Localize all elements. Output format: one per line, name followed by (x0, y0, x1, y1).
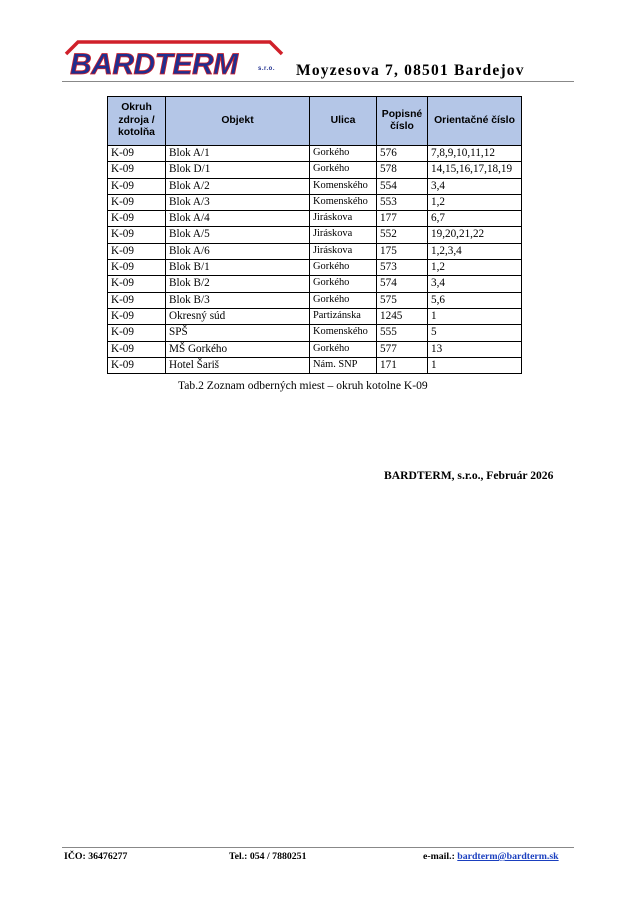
cell-popisne: 553 (377, 194, 428, 210)
cell-objekt: Blok A/1 (166, 146, 310, 162)
cell-ulica: Jiráskova (310, 227, 377, 243)
footer-email-link[interactable]: bardterm@bardterm.sk (457, 851, 559, 862)
cell-objekt: Blok A/2 (166, 178, 310, 194)
table-row (108, 227, 522, 243)
logo-suffix: s.r.o. (258, 66, 276, 72)
cell-popisne: 177 (377, 211, 428, 227)
company-address: Moyzesova 7, 08501 Bardejov (296, 62, 525, 79)
cell-popisne: 578 (377, 162, 428, 178)
table-row (108, 357, 522, 373)
table-row (108, 162, 522, 178)
cell-ulica: Nám. SNP (310, 357, 377, 373)
cell-ulica: Gorkého (310, 276, 377, 292)
cell-okruh: K-09 (108, 146, 166, 162)
cell-orientacne: 5,6 (428, 292, 522, 308)
cell-okruh: K-09 (108, 178, 166, 194)
cell-orientacne: 7,8,9,10,11,12 (428, 146, 522, 162)
cell-okruh: K-09 (108, 276, 166, 292)
cell-okruh: K-09 (108, 211, 166, 227)
cell-okruh: K-09 (108, 325, 166, 341)
cell-okruh: K-09 (108, 162, 166, 178)
cell-popisne: 555 (377, 325, 428, 341)
cell-okruh: K-09 (108, 243, 166, 259)
table-row (108, 276, 522, 292)
cell-objekt: Okresný súd (166, 308, 310, 324)
cell-okruh: K-09 (108, 308, 166, 324)
header-orientacne: Orientačné číslo (428, 97, 522, 146)
logo-wordmark: BARDTERM (70, 48, 238, 78)
cell-objekt: Blok D/1 (166, 162, 310, 178)
table-row (108, 194, 522, 210)
cell-objekt: Blok B/2 (166, 276, 310, 292)
table-row (108, 308, 522, 324)
cell-popisne: 554 (377, 178, 428, 194)
header-divider (62, 81, 574, 82)
cell-popisne: 575 (377, 292, 428, 308)
cell-ulica: Gorkého (310, 292, 377, 308)
table-row (108, 243, 522, 259)
footer-email (423, 851, 559, 862)
footer-phone: Tel.: 054 / 7880251 (229, 851, 307, 862)
table-row (108, 325, 522, 341)
cell-popisne: 577 (377, 341, 428, 357)
bardterm-logo-graphic (64, 38, 284, 78)
cell-ulica: Partizánska (310, 308, 377, 324)
cell-okruh: K-09 (108, 357, 166, 373)
cell-objekt: Blok B/1 (166, 260, 310, 276)
cell-popisne: 1245 (377, 308, 428, 324)
footer-divider (62, 847, 574, 848)
cell-ulica: Jiráskova (310, 243, 377, 259)
table-row (108, 211, 522, 227)
cell-orientacne: 3,4 (428, 178, 522, 194)
cell-ulica: Gorkého (310, 146, 377, 162)
cell-popisne: 573 (377, 260, 428, 276)
cell-okruh: K-09 (108, 341, 166, 357)
cell-orientacne: 13 (428, 341, 522, 357)
cell-objekt: Blok B/3 (166, 292, 310, 308)
table-caption: Tab.2 Zoznam odberných miest – okruh kotolne K-09 (178, 379, 428, 392)
cell-ulica: Komenského (310, 325, 377, 341)
cell-ulica: Komenského (310, 178, 377, 194)
cell-popisne: 574 (377, 276, 428, 292)
header-ulica: Ulica (310, 97, 377, 146)
cell-objekt: SPŠ (166, 325, 310, 341)
table-header-row (108, 97, 522, 146)
cell-popisne: 576 (377, 146, 428, 162)
cell-orientacne: 6,7 (428, 211, 522, 227)
header-okruh: Okruh zdroja / kotolňa (108, 97, 166, 146)
table-container (107, 96, 522, 374)
cell-okruh: K-09 (108, 194, 166, 210)
footer-ico: IČO: 36476277 (64, 851, 128, 862)
cell-ulica: Gorkého (310, 341, 377, 357)
cell-orientacne: 1,2 (428, 260, 522, 276)
cell-popisne: 552 (377, 227, 428, 243)
cell-ulica: Gorkého (310, 260, 377, 276)
cell-orientacne: 3,4 (428, 276, 522, 292)
table-row (108, 146, 522, 162)
cell-objekt: Blok A/4 (166, 211, 310, 227)
header-popisne: Popisné číslo (377, 97, 428, 146)
table-body (108, 146, 522, 374)
letterhead (64, 38, 574, 82)
cell-orientacne: 14,15,16,17,18,19 (428, 162, 522, 178)
cell-ulica: Gorkého (310, 162, 377, 178)
cell-okruh: K-09 (108, 227, 166, 243)
table-row (108, 260, 522, 276)
company-logo (64, 38, 284, 78)
footer-email-label: e-mail.: (423, 851, 455, 862)
cell-okruh: K-09 (108, 292, 166, 308)
table-row (108, 178, 522, 194)
consumption-points-table (107, 96, 522, 374)
cell-popisne: 171 (377, 357, 428, 373)
cell-orientacne: 5 (428, 325, 522, 341)
cell-okruh: K-09 (108, 260, 166, 276)
cell-objekt: Blok A/3 (166, 194, 310, 210)
cell-ulica: Komenského (310, 194, 377, 210)
cell-orientacne: 1,2,3,4 (428, 243, 522, 259)
cell-ulica: Jiráskova (310, 211, 377, 227)
table-row (108, 341, 522, 357)
header-objekt: Objekt (166, 97, 310, 146)
table-row (108, 292, 522, 308)
signature-line: BARDTERM, s.r.o., Február 2026 (384, 469, 554, 482)
cell-orientacne: 1 (428, 308, 522, 324)
cell-orientacne: 1 (428, 357, 522, 373)
cell-objekt: Hotel Šariš (166, 357, 310, 373)
cell-objekt: Blok A/6 (166, 243, 310, 259)
cell-orientacne: 19,20,21,22 (428, 227, 522, 243)
cell-popisne: 175 (377, 243, 428, 259)
cell-objekt: Blok A/5 (166, 227, 310, 243)
cell-objekt: MŠ Gorkého (166, 341, 310, 357)
cell-orientacne: 1,2 (428, 194, 522, 210)
